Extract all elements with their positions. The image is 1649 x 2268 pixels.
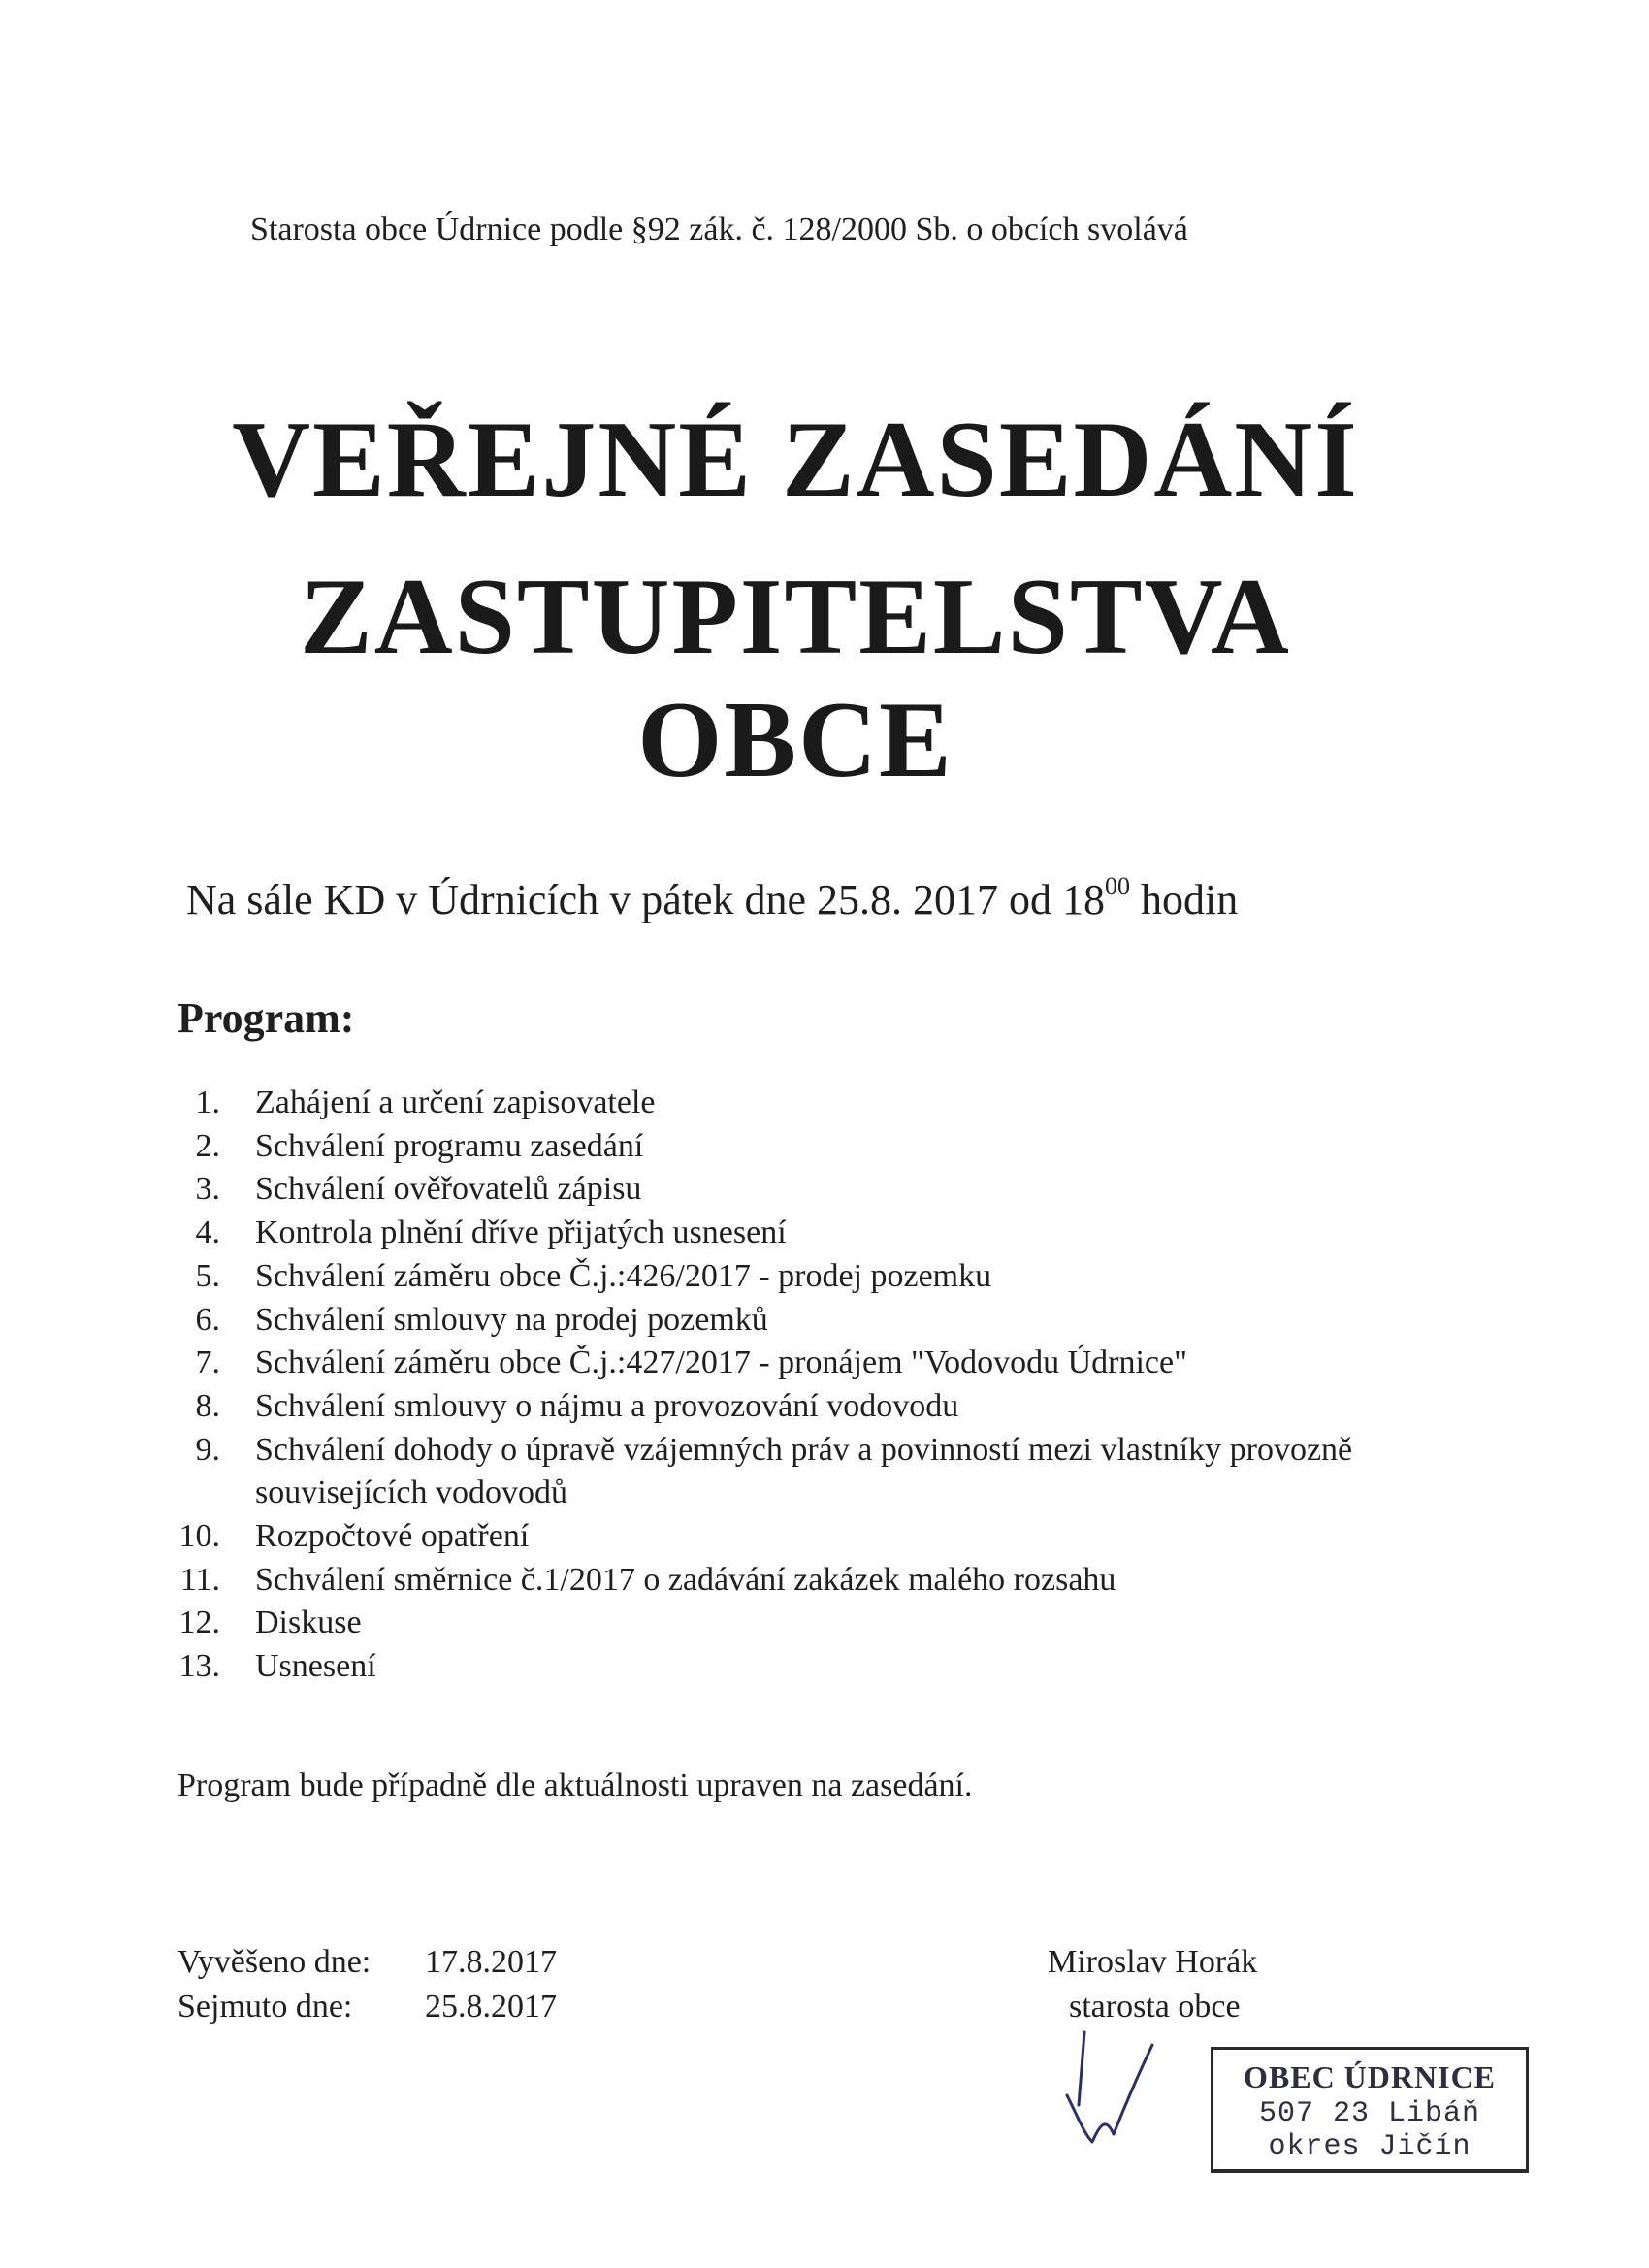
agenda-item-number: 8. bbox=[195, 1387, 220, 1424]
agenda-item-number: 1. bbox=[195, 1085, 220, 1120]
signer-role: starosta obce bbox=[1069, 1989, 1241, 2025]
municipal-stamp bbox=[1211, 2047, 1529, 2173]
posted-row bbox=[178, 1940, 557, 1985]
title-line-1: VEŘEJNÉ ZASEDÁNÍ bbox=[232, 400, 1359, 520]
stamp-line-2: 507 23 Libáň bbox=[1258, 2097, 1481, 2130]
agenda-item bbox=[175, 1602, 1419, 1645]
agenda-item-text: Diskuse bbox=[255, 1604, 362, 1641]
stamp-line-3: okres Jičín bbox=[1268, 2130, 1471, 2163]
removed-row bbox=[178, 1985, 557, 2029]
agenda-item-number: 6. bbox=[195, 1301, 220, 1338]
agenda-item-number: 12. bbox=[178, 1604, 220, 1641]
agenda-item-number: 2. bbox=[195, 1127, 220, 1164]
agenda-item-text: Schválení programu zasedání bbox=[255, 1127, 644, 1164]
agenda-item bbox=[175, 1168, 1419, 1212]
agenda-item-text: Schválení smlouvy na prodej pozemků bbox=[255, 1301, 768, 1338]
signer-name: Miroslav Horák bbox=[1048, 1944, 1258, 1980]
agenda-item-number: 3. bbox=[195, 1171, 220, 1208]
agenda-item-number: 9. bbox=[195, 1431, 220, 1468]
agenda-item bbox=[175, 1255, 1419, 1299]
agenda-item-text: Schválení dohody o úpravě vzájemných práv a povinností mezi vlastníky provozně souvisejících vodovodů bbox=[255, 1431, 1353, 1511]
program-heading: Program: bbox=[178, 994, 355, 1042]
signer-block bbox=[1048, 1940, 1257, 2029]
agenda-item bbox=[175, 1125, 1419, 1169]
agenda-item-text: Usnesení bbox=[255, 1648, 376, 1685]
title-line-3: OBCE bbox=[637, 680, 954, 800]
agenda-item-number: 11. bbox=[179, 1561, 220, 1598]
agenda-item bbox=[175, 1429, 1419, 1515]
agenda-item bbox=[175, 1385, 1419, 1429]
agenda-item-number: 13. bbox=[178, 1648, 220, 1685]
posting-dates bbox=[178, 1940, 557, 2029]
agenda-item bbox=[175, 1515, 1419, 1559]
intro-text: Starosta obce Údrnice podle §92 zák. č. 128/2000 Sb. o obcích svolává bbox=[250, 211, 1188, 247]
agenda-item-text: Schválení smlouvy o nájmu a provozování vodovodu bbox=[255, 1387, 959, 1424]
stamp-line-1: OBEC ÚDRNICE bbox=[1243, 2059, 1497, 2094]
agenda-item-text: Kontrola plnění dříve přijatých usnesení bbox=[255, 1215, 787, 1251]
venue-time-minutes: 00 bbox=[1105, 872, 1131, 900]
posted-date: 17.8.2017 bbox=[425, 1944, 557, 1980]
agenda-list bbox=[175, 1082, 1419, 1689]
removed-label: Sejmuto dne: bbox=[178, 1989, 353, 2025]
agenda-item bbox=[175, 1212, 1419, 1255]
removed-date: 25.8.2017 bbox=[425, 1989, 557, 2025]
agenda-item bbox=[175, 1082, 1419, 1125]
agenda-item bbox=[175, 1342, 1419, 1385]
agenda-item-text: Rozpočtové opatření bbox=[255, 1518, 530, 1555]
agenda-item-text: Schválení záměru obce Č.j.:427/2017 - pronájem "Vodovodu Údrnice" bbox=[255, 1345, 1187, 1381]
venue-text-main: Na sále KD v Údrnicích v pátek dne 25.8. 2017 od 18 bbox=[186, 876, 1106, 923]
handwritten-signature bbox=[1057, 2027, 1183, 2163]
venue-text-end: hodin bbox=[1130, 876, 1239, 923]
agenda-item-text: Schválení záměru obce Č.j.:426/2017 - prodej pozemku bbox=[255, 1257, 992, 1294]
venue-text bbox=[186, 872, 1239, 924]
program-note: Program bude případně dle aktuálnosti upraven na zasedání. bbox=[178, 1767, 973, 1803]
agenda-item-number: 4. bbox=[195, 1215, 220, 1251]
title-line-2: ZASTUPITELSTVA bbox=[300, 557, 1291, 677]
agenda-item bbox=[175, 1299, 1419, 1343]
agenda-item bbox=[175, 1559, 1419, 1603]
agenda-item-text: Schválení ověřovatelů zápisu bbox=[255, 1171, 642, 1208]
agenda-item bbox=[175, 1645, 1419, 1689]
posted-label: Vyvěšeno dne: bbox=[178, 1944, 372, 1980]
agenda-item-text: Schválení směrnice č.1/2017 o zadávání zakázek malého rozsahu bbox=[255, 1561, 1116, 1598]
agenda-item-number: 7. bbox=[195, 1345, 220, 1381]
agenda-item-number: 5. bbox=[195, 1257, 220, 1294]
agenda-item-text: Zahájení a určení zapisovatele bbox=[255, 1085, 656, 1120]
agenda-item-number: 10. bbox=[178, 1518, 220, 1555]
